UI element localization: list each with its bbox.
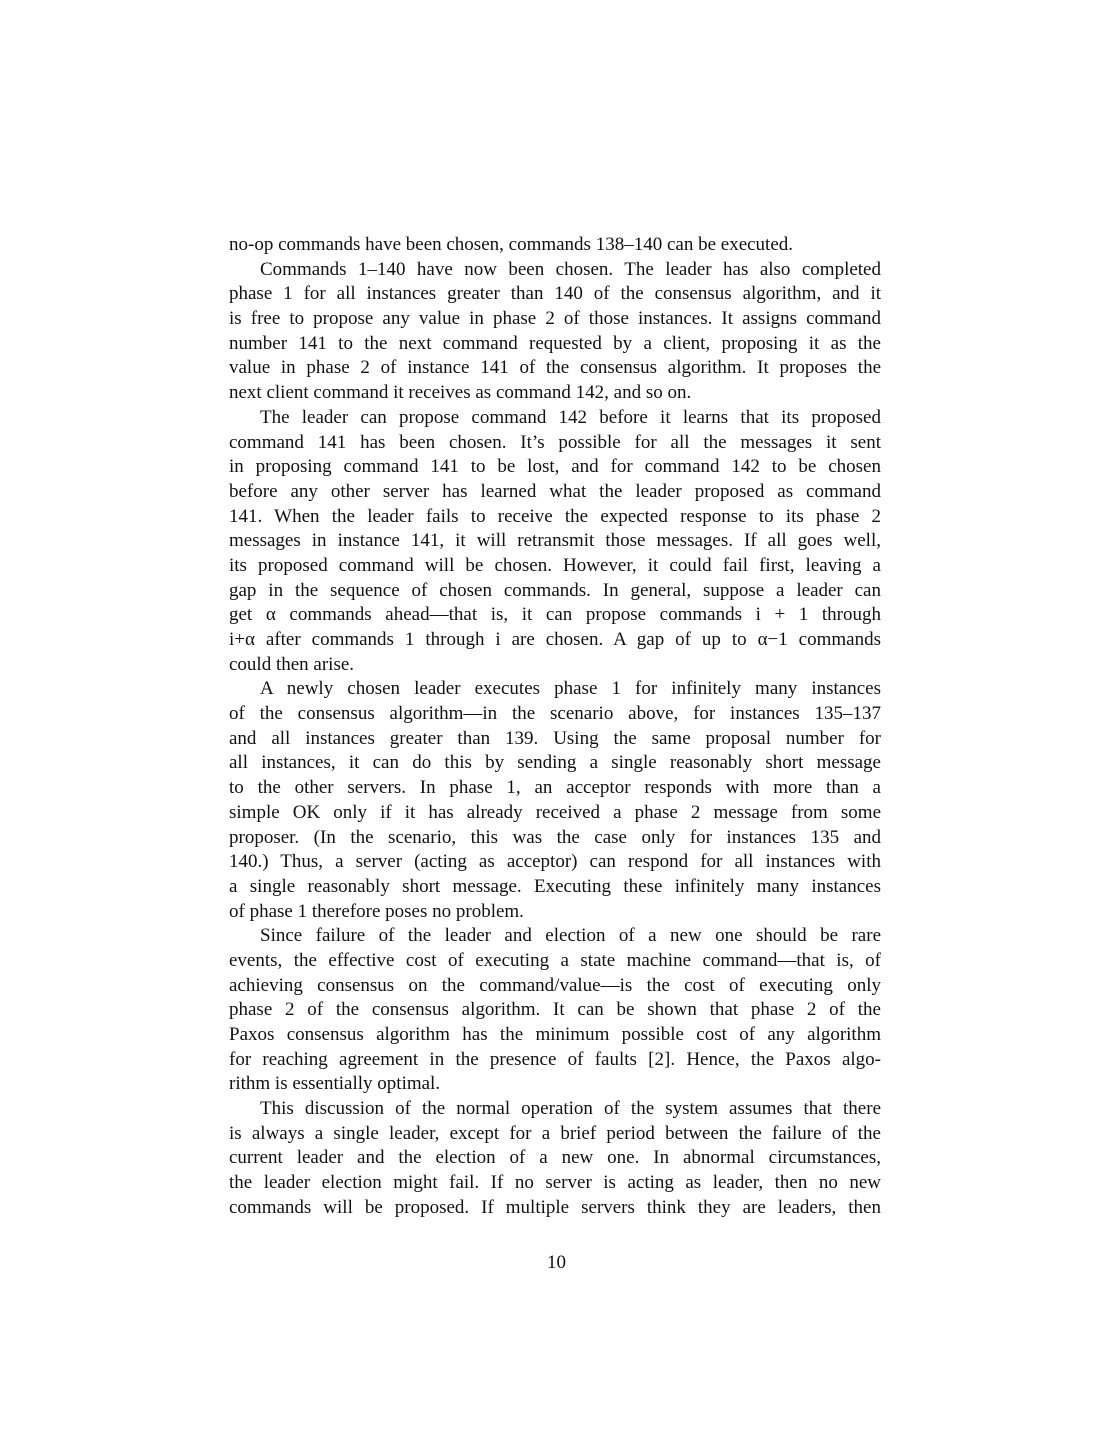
text-line: commands will be proposed. If multiple servers think they are leaders, then (229, 1196, 881, 1218)
text-line: for reaching agreement in the presence of faults [2]. Hence, the Paxos algo- (229, 1048, 881, 1070)
text-line: This discussion of the normal operation of the system assumes that there (260, 1098, 881, 1120)
text-line: 141. When the leader fails to receive the expected response to its phase 2 (229, 505, 881, 527)
text-line: i+α after commands 1 through i are chosen. A gap of up to α−1 commands (229, 629, 881, 650)
text-line: and all instances greater than 139. Using the same proposal number for (229, 727, 881, 749)
paragraph (229, 1097, 881, 1220)
text-line: could then arise. (229, 653, 355, 675)
text-line: Since failure of the leader and election of a new one should be rare (260, 925, 881, 947)
text-line: its proposed command will be chosen. However, it could fail first, leaving a (229, 554, 881, 576)
text-line: in proposing command 141 to be lost, and for command 142 to be chosen (229, 456, 881, 478)
text-line: of phase 1 therefore poses no problem. (229, 900, 524, 922)
text-line: value in phase 2 of instance 141 of the consensus algorithm. It proposes the (229, 357, 881, 379)
text-line: is free to propose any value in phase 2 of those instances. It assigns command (229, 308, 881, 330)
text-line: 140.) Thus, a server (acting as acceptor) can respond for all instances with (229, 851, 881, 873)
text-line: phase 1 for all instances greater than 140 of the consensus algorithm, and it (229, 283, 881, 305)
text-line: achieving consensus on the command/value—is the cost of executing only (229, 974, 881, 996)
text-line: events, the effective cost of executing a state machine command—that is, of (229, 949, 881, 971)
body-text (229, 233, 881, 1221)
paragraph (229, 924, 881, 1097)
text-line: next client command it receives as command 142, and so on. (229, 382, 692, 404)
text-line: a single reasonably short message. Executing these infinitely many instances (229, 875, 881, 897)
text-line: is always a single leader, except for a brief period between the failure of the (229, 1122, 881, 1144)
text-line: rithm is essentially optimal. (229, 1073, 441, 1095)
text-line: command 141 has been chosen. It’s possible for all the messages it sent (229, 431, 881, 453)
text-line: messages in instance 141, it will retransmit those messages. If all goes well, (229, 530, 881, 552)
text-line: The leader can propose command 142 before it learns that its proposed (260, 406, 881, 428)
text-line: simple OK only if it has already received a phase 2 message from some (229, 801, 881, 823)
text-line: the leader election might fail. If no server is acting as leader, then no new (229, 1172, 881, 1194)
text-line: get α commands ahead—that is, it can propose commands i + 1 through (229, 604, 881, 626)
paragraph (229, 406, 881, 678)
text-line: current leader and the election of a new one. In abnormal circumstances, (229, 1147, 881, 1169)
text-line: Paxos consensus algorithm has the minimum possible cost of any algorithm (229, 1024, 881, 1045)
text-line: number 141 to the next command requested by a client, proposing it as the (229, 332, 881, 354)
paragraph (229, 233, 881, 258)
text-line: proposer. (In the scenario, this was the case only for instances 135 and (229, 826, 881, 848)
text-line: to the other servers. In phase 1, an acceptor responds with more than a (229, 777, 881, 799)
paragraph (229, 677, 881, 924)
text-line: of the consensus algorithm—in the scenario above, for instances 135–137 (229, 703, 881, 725)
text-line: phase 2 of the consensus algorithm. It can be shown that phase 2 of the (229, 999, 881, 1021)
text-line: A newly chosen leader executes phase 1 for infinitely many instances (260, 678, 881, 700)
paragraph (229, 258, 881, 406)
text-line: gap in the sequence of chosen commands. In general, suppose a leader can (229, 579, 881, 601)
text-line: all instances, it can do this by sending a single reasonably short message (229, 752, 881, 774)
page-number: 10 (547, 1252, 566, 1273)
text-line: Commands 1–140 have now been chosen. The leader has also completed (260, 258, 881, 280)
text-line: before any other server has learned what the leader proposed as command (229, 480, 881, 502)
text-line: no-op commands have been chosen, commands 138–140 can be executed. (229, 234, 794, 255)
